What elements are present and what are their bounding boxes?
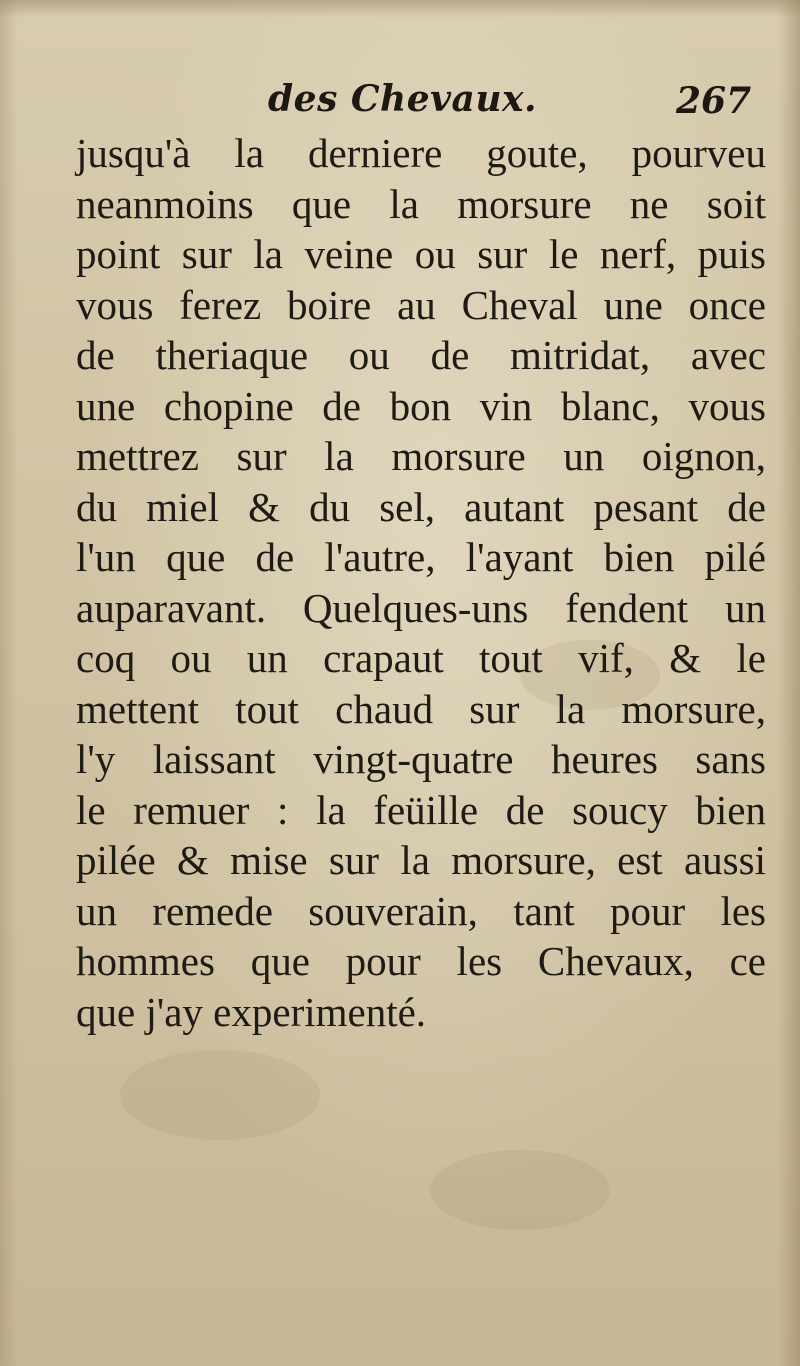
text-line: du miel & du sel, autant pesant de xyxy=(76,483,766,530)
text-line: mettent tout chaud sur la morsure, xyxy=(76,685,766,732)
text-line: l'un que de l'autre, l'ayant bien pilé xyxy=(76,534,766,580)
text-line: mettrez sur la morsure un oignon, xyxy=(76,433,766,479)
text-line: vous ferez boire au Cheval une once xyxy=(76,281,766,328)
page-top-shadow xyxy=(0,0,800,18)
text-line: un remede souverain, tant pour les xyxy=(76,887,766,934)
text-line: coq ou un crapaut tout vif, & le xyxy=(76,635,766,681)
text-line: hommes que pour les Chevaux, ce xyxy=(76,938,766,984)
text-line: que j'ay experimenté. xyxy=(76,988,427,1035)
paper-stain xyxy=(430,1150,610,1230)
text-line: l'y laissant vingt-quatre heures sans xyxy=(76,736,766,782)
body-text xyxy=(76,128,766,1037)
text-line: auparavant. Quelques-uns fendent un xyxy=(76,584,766,631)
text-line: de theriaque ou de mitridat, avec xyxy=(76,332,766,378)
text-line: le remuer : la feüille de soucy bien xyxy=(76,786,766,833)
text-line: pilée & mise sur la morsure, est aussi xyxy=(76,837,766,883)
text-line: une chopine de bon vin blanc, vous xyxy=(76,382,766,429)
page-left-shadow xyxy=(0,0,18,1366)
text-line: jusqu'à la derniere goute, pourveu xyxy=(76,130,766,176)
page-number: 267 xyxy=(676,80,752,122)
page-gutter-shadow xyxy=(778,0,800,1366)
text-line: point sur la veine ou sur le nerf, puis xyxy=(76,231,766,277)
text-line: neanmoins que la morsure ne soit xyxy=(76,180,766,227)
paper-stain xyxy=(120,1050,320,1140)
running-head: des Chevaux. xyxy=(268,78,538,120)
